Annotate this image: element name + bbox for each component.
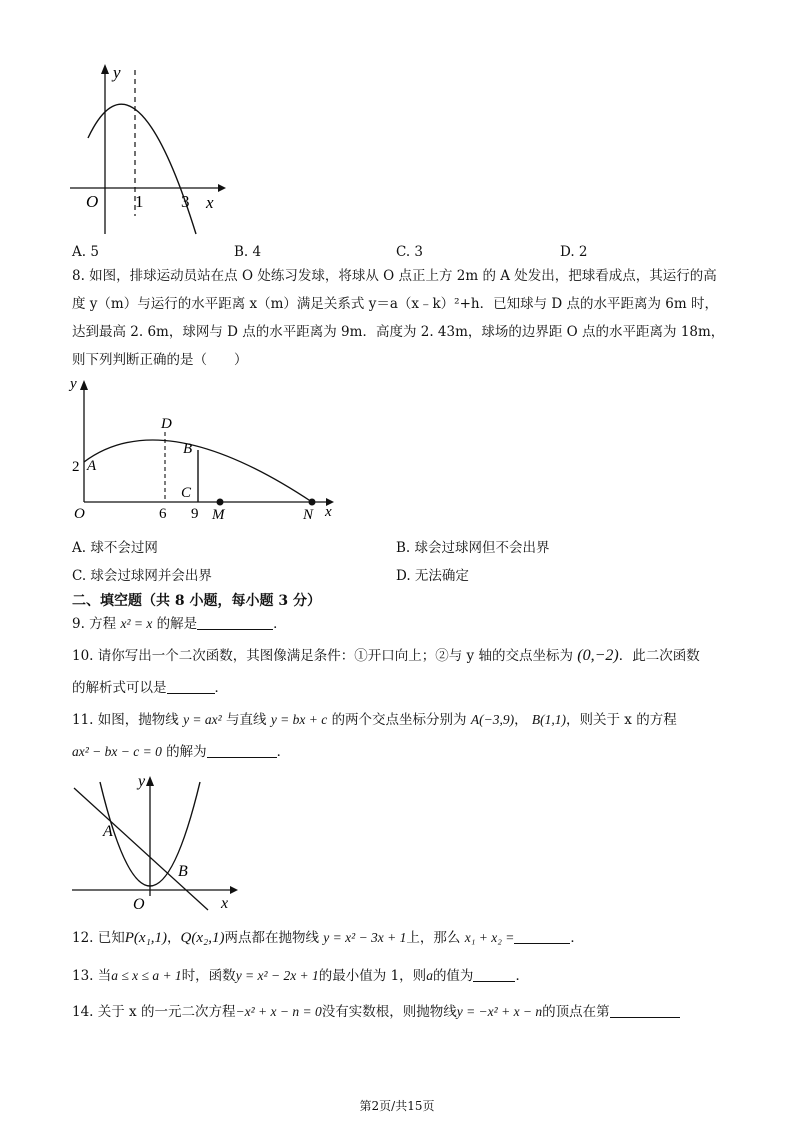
q11-text-4: ，则关于 x 的方程 [566,712,677,728]
q14-text-1: 14. 关于 x 的一元二次方程 [72,1004,236,1020]
q8-option-a: A. 球不会过网 [72,540,158,556]
point-n [309,499,316,506]
x-axis-arrow-icon [218,184,226,192]
x-label: x [206,193,214,212]
q10-answer-blank[interactable] [167,679,215,694]
graph-parabola-line-q11 [66,770,246,912]
q11-text-5: 的解为 [166,744,207,760]
q11-point-b: B(1,1) [531,712,567,727]
graph-volleyball-q8 [64,372,354,524]
label-9: 9 [191,506,199,522]
q7-option-d: D. 2 [560,244,588,260]
label-b: B [183,441,193,457]
y-label: y [70,376,77,392]
tick-label-1: 1 [135,192,144,211]
q14-equation: −x² + x − n = 0 [235,1004,322,1019]
y-label: y [113,63,121,82]
q11-text-2: 与直线 [226,712,267,728]
q13-equation: y = x² − 2x + 1 [235,968,319,983]
q12-text-2: 两点都在抛物线 [224,930,319,946]
parabola-curve [88,104,196,234]
q8-option-b: B. 球会过球网但不会出界 [396,540,550,556]
q14-line [72,1002,680,1022]
q8-option-d: D. 无法确定 [396,568,469,584]
q9-suffix: 的解是 [156,616,198,632]
q13-text-3: 的最小值为 1，则 [318,968,427,984]
y-axis-arrow-icon [80,380,88,390]
label-a: A [87,458,97,474]
q14-text-3: 的顶点在第 [542,1004,610,1020]
q10-text-pre: 10. 请你写出一个二次函数，其图像满足条件：①开口向上；②与 y 轴的交点坐标为 [72,648,573,664]
graph-parabola-q7 [62,58,232,238]
origin-label: O [86,192,99,211]
q11-comma: ， [514,712,528,728]
section-heading-fill-in: 二、填空题（共 8 小题，每小题 3 分） [72,593,321,609]
page-footer: 第2页/共15页 [359,1099,435,1113]
q13-end: ． [515,968,529,984]
q8-text-line2: 度 y（m）与运行的水平距离 x（m）满足关系式 y＝a（x﹣k）²+h．已知球与 D 点的水平距离为 6m 时， [72,296,718,312]
q7-option-c: C. 3 [396,244,424,260]
q11-eq-parabola: y = ax² [183,712,222,727]
q11-eq-line: y = bx + c [270,712,328,727]
label-d: D [161,416,172,432]
q11-point-a: A(−3,9) [470,712,515,727]
label-o: O [74,506,85,522]
q12-text-3: 上，那么 [406,930,461,946]
q12-equation: y = x² − 3x + 1 [323,930,407,945]
x-label: x [325,504,332,520]
y-label: y [138,773,146,790]
q14-answer-blank[interactable] [610,1003,680,1018]
q13-line [72,966,529,986]
label-b: B [178,863,188,880]
x-axis-arrow-icon [230,886,238,894]
q8-option-c: C. 球会过球网并会出界 [72,568,212,584]
q10-line1 [72,646,700,666]
label-m: M [212,507,225,523]
q13-condition: a ≤ x ≤ a + 1 [111,968,182,983]
q11-text-3: 的两个交点坐标分别为 [331,712,467,728]
q8-text-line3: 达到最高 2. 6m，球网与 D 点的水平距离为 9m．高度为 2. 43m，球场的边界距 O 点的水平距离为 18m， [72,324,725,340]
q14-text-2: 没有实数根，则抛物线 [321,1004,457,1020]
point-m [217,499,224,506]
q9-answer-blank[interactable] [197,615,273,630]
q7-option-b: B. 4 [234,244,262,260]
q12-line [72,928,584,948]
q12-answer-blank[interactable] [514,929,570,944]
q7-option-a: A. 5 [72,244,99,260]
q12-text-1: 12. 已知 [72,930,125,946]
y-axis-arrow-icon [146,776,154,786]
q9-end: ． [273,616,287,632]
label-2: 2 [72,459,80,475]
q9-equation: x² = x [120,616,153,631]
q11-line2 [72,742,290,762]
q10-coordinate: (0,−2) [577,647,619,664]
q13-answer-blank[interactable] [473,967,515,982]
label-c: C [181,485,192,501]
q8-text-line4: 则下列判断正确的是（ ） [72,352,248,368]
q12-comma: ， [167,930,181,946]
q9-prefix: 9. 方程 [72,616,117,632]
q12-sum: x₁ + x₂ = [464,930,515,945]
origin-label: O [133,896,145,912]
q13-text-2: 时，函数 [181,968,236,984]
y-axis-arrow-icon [101,64,109,74]
label-6: 6 [159,506,167,522]
label-a: A [103,823,113,840]
q10-text-post: ．此二次函数 [618,648,700,664]
q14-parabola: y = −x² + x − n [456,1004,543,1019]
q9-line [72,614,287,634]
q11-answer-blank[interactable] [207,743,277,758]
q13-text-1: 13. 当 [72,968,112,984]
q10-line2 [72,678,228,698]
q8-text-line1: 8. 如图，排球运动员站在点 O 处练习发球，将球从 O 点正上方 2m 的 A 处发出，把球看成点，其运行的高 [72,268,717,284]
label-n: N [303,507,314,523]
x-label: x [221,895,229,912]
line-ab [74,788,208,910]
q10-line2-pre: 的解析式可以是 [72,680,167,696]
q12-point-p: P(x₁,1) [124,930,168,946]
q12-point-q: Q(x₂,1) [180,930,225,946]
q11-end: ． [276,744,291,760]
q13-variable-a: a [426,968,433,983]
q11-text-1: 11. 如图，抛物线 [72,712,179,728]
q10-line2-post: ． [214,680,228,696]
q13-text-4: 的值为 [432,968,474,984]
q11-eq-target: ax² − bx − c = 0 [72,744,162,759]
q12-end: ． [570,930,584,946]
tick-label-3: 3 [181,192,190,211]
q11-line1 [72,710,677,730]
